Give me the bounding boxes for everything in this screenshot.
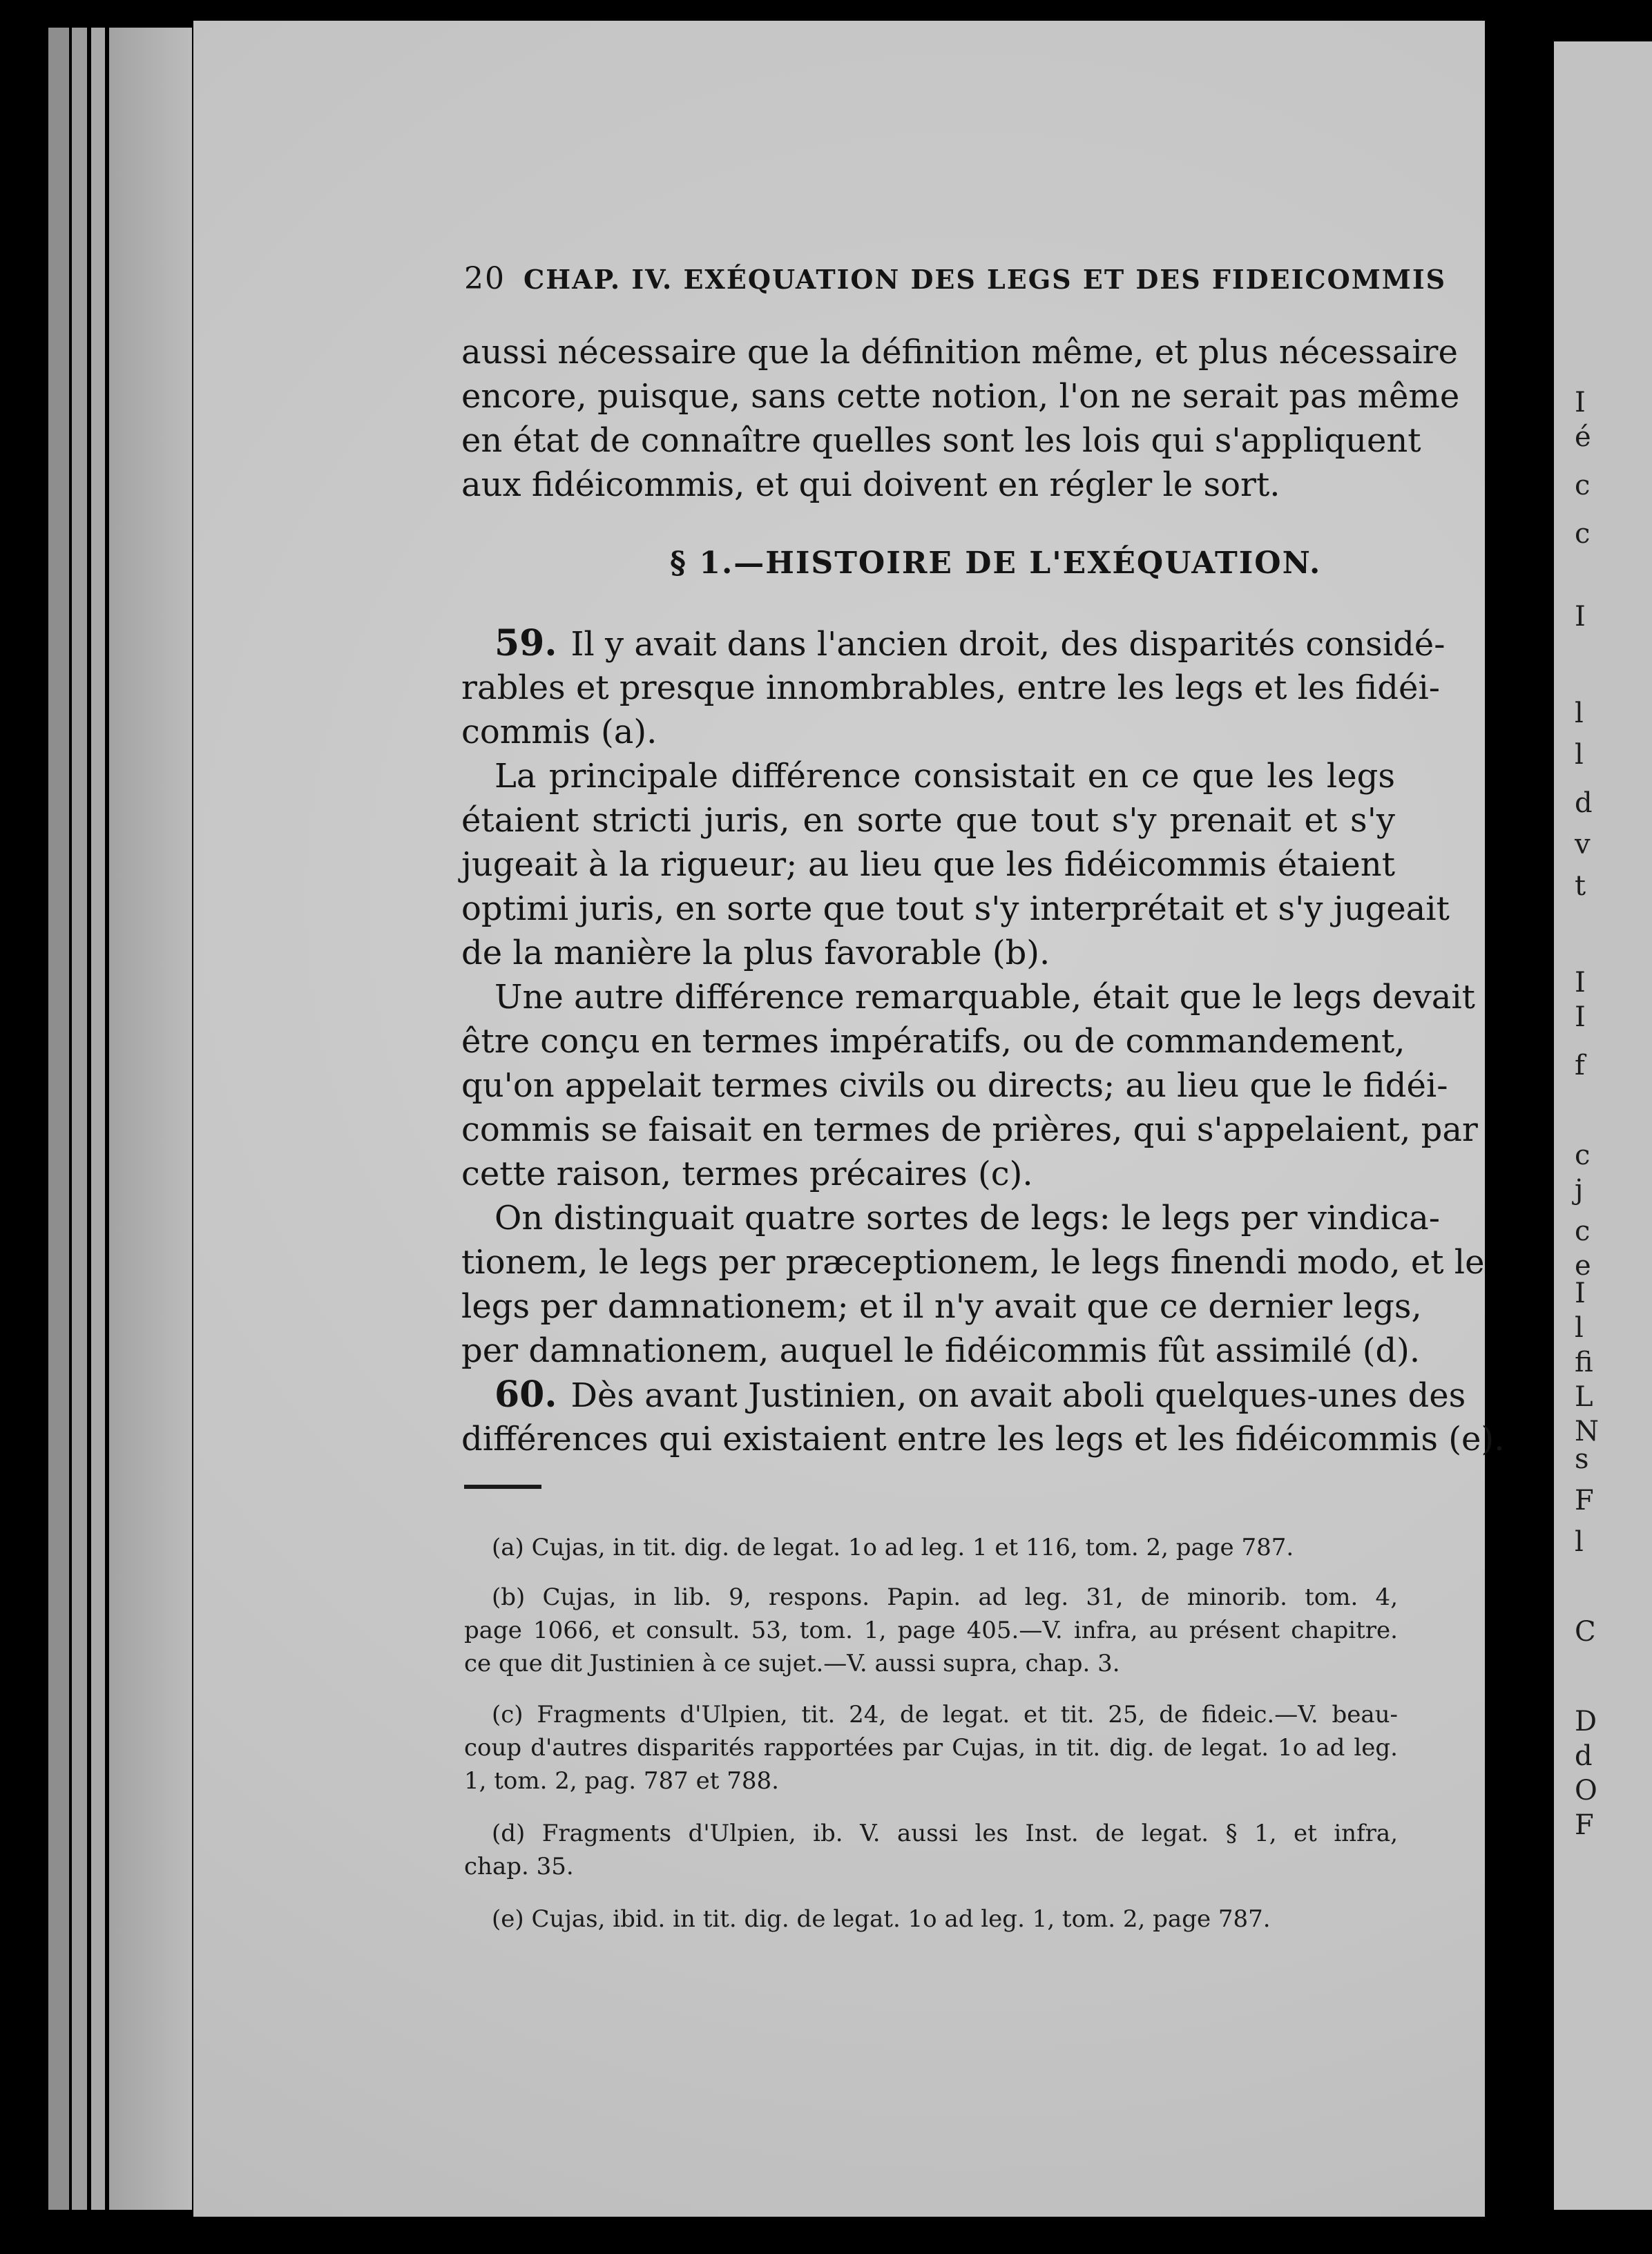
facing-page-letter: F xyxy=(1575,1809,1594,1841)
facing-page-letter: c xyxy=(1575,470,1591,501)
facing-page-letter: c xyxy=(1575,1215,1591,1247)
text-line: aux fidéicommis, et qui doivent en régler le sort. xyxy=(461,465,1280,504)
facing-page-letter: f xyxy=(1575,1050,1585,1081)
text-line: de la manière la plus favorable (b). xyxy=(461,934,1050,972)
text-line: per damnationem, auquel le fidéicommis fût assimilé (d). xyxy=(461,1331,1421,1370)
facing-page-letter: F xyxy=(1575,1485,1594,1516)
text-line: être conçu en termes impératifs, ou de commandement, xyxy=(461,1022,1405,1061)
text-line: Une autre différence remarquable, était que le legs devait xyxy=(494,978,1475,1017)
text-line: 59. Il y avait dans l'ancien droit, des disparités considé- xyxy=(494,622,1446,664)
running-header xyxy=(464,261,1446,296)
footnote-line: coup d'autres disparités rapportées par Cujas, in tit. dig. de legat. 1o ad leg. xyxy=(464,1734,1398,1762)
text-line: jugeait à la rigueur; au lieu que les fidéicommis étaient xyxy=(461,845,1395,884)
text-line: La principale différence consistait en ce que les legs xyxy=(494,757,1395,796)
text-line: legs per damnationem; et il n'y avait que ce dernier legs, xyxy=(461,1287,1422,1326)
facing-page-letter: e xyxy=(1575,1250,1591,1282)
facing-page-fragment xyxy=(1554,41,1652,2210)
facing-page-letter: l xyxy=(1575,697,1584,729)
text-line: cette raison, termes précaires (c). xyxy=(461,1155,1033,1193)
facing-page-letter: I xyxy=(1575,1001,1586,1033)
facing-page-letter: O xyxy=(1575,1775,1597,1807)
text-line: commis se faisait en termes de prières, qui s'appelaient, par xyxy=(461,1110,1478,1149)
facing-page-letter: c xyxy=(1575,518,1591,550)
facing-page-letter: d xyxy=(1575,787,1593,819)
facing-page-letter: l xyxy=(1575,739,1584,771)
text-line: différences qui existaient entre les legs et les fidéicommis (e). xyxy=(461,1420,1505,1458)
text-line: 60. Dès avant Justinien, on avait aboli quelques-unes des xyxy=(494,1374,1466,1416)
text-line: aussi nécessaire que la définition même, et plus nécessaire xyxy=(461,333,1458,372)
text-line: encore, puisque, sans cette notion, l'on ne serait pas même xyxy=(461,377,1460,416)
facing-page-letter: c xyxy=(1575,1139,1591,1171)
paragraph-number: 60. xyxy=(494,1374,557,1416)
facing-page-letter: l xyxy=(1575,1312,1584,1344)
text-line: en état de connaître quelles sont les lois qui s'appliquent xyxy=(461,421,1421,460)
text-line: On distinguait quatre sortes de legs: le legs per vindica- xyxy=(494,1199,1441,1237)
page-number: 20 xyxy=(464,261,506,296)
text-line: tionem, le legs per præceptionem, le legs finendi modo, et le xyxy=(461,1243,1485,1282)
facing-page-letter: C xyxy=(1575,1616,1596,1648)
footnote-d: (d) Fragments d'Ulpien, ib. V. aussi les Inst. de legat. § 1, et infra, xyxy=(492,1820,1398,1847)
text-line: rables et presque innombrables, entre les legs et les fidéi- xyxy=(461,668,1440,707)
facing-page-letter: s xyxy=(1575,1443,1589,1475)
footnote-line: chap. 35. xyxy=(464,1853,574,1880)
facing-page-letter: fi xyxy=(1575,1347,1593,1378)
facing-page-letter: I xyxy=(1575,601,1586,633)
page-edge-middle xyxy=(91,28,105,2210)
facing-page-letter: L xyxy=(1575,1381,1593,1413)
footnote-b: (b) Cujas, in lib. 9, respons. Papin. ad leg. 31, de minorib. tom. 4, xyxy=(492,1583,1398,1611)
footnote-a: (a) Cujas, in tit. dig. de legat. 1o ad leg. 1 et 116, tom. 2, page 787. xyxy=(492,1534,1294,1561)
footnote-c: (c) Fragments d'Ulpien, tit. 24, de legat. et tit. 25, de fideic.—V. beau- xyxy=(492,1701,1398,1728)
section-heading: § 1.—HISTOIRE DE L'EXÉQUATION. xyxy=(670,546,1322,581)
footnote-e: (e) Cujas, ibid. in tit. dig. de legat. 1o ad leg. 1, tom. 2, page 787. xyxy=(492,1905,1271,1933)
facing-page-letter: I xyxy=(1575,1278,1586,1309)
page-edge-middle xyxy=(72,28,87,2210)
page-edge-inner xyxy=(109,28,192,2210)
facing-page-letter: N xyxy=(1575,1416,1599,1447)
facing-page-letter: l xyxy=(1575,1526,1584,1558)
text-line: étaient stricti juris, en sorte que tout s'y prenait et s'y xyxy=(461,801,1395,840)
text-line: optimi juris, en sorte que tout s'y interprétait et s'y jugeait xyxy=(461,889,1450,928)
facing-page-letter: I xyxy=(1575,387,1586,418)
text-line: qu'on appelait termes civils ou directs; au lieu que le fidéi- xyxy=(461,1066,1448,1105)
facing-page-letter: é xyxy=(1575,421,1591,453)
facing-page-letter: v xyxy=(1575,829,1591,860)
facing-page-letter: d xyxy=(1575,1740,1593,1772)
facing-page-letter: D xyxy=(1575,1706,1597,1737)
page-edge-outer xyxy=(48,28,69,2210)
footnote-line: 1, tom. 2, pag. 787 et 788. xyxy=(464,1767,779,1795)
footnote-rule xyxy=(464,1485,541,1489)
paragraph-number: 59. xyxy=(494,622,557,664)
footnote-line: page 1066, et consult. 53, tom. 1, page 405.—V. infra, au présent chapitre. xyxy=(464,1617,1398,1644)
facing-page-letter: I xyxy=(1575,967,1586,999)
text-line: commis (a). xyxy=(461,713,657,751)
facing-page-letter: t xyxy=(1575,870,1586,902)
footnote-line: ce que dit Justinien à ce sujet.—V. aussi supra, chap. 3. xyxy=(464,1650,1120,1677)
running-title: CHAP. IV. EXÉQUATION DES LEGS ET DES FIDEICOMMIS xyxy=(524,264,1447,295)
facing-page-letter: j xyxy=(1575,1174,1584,1206)
